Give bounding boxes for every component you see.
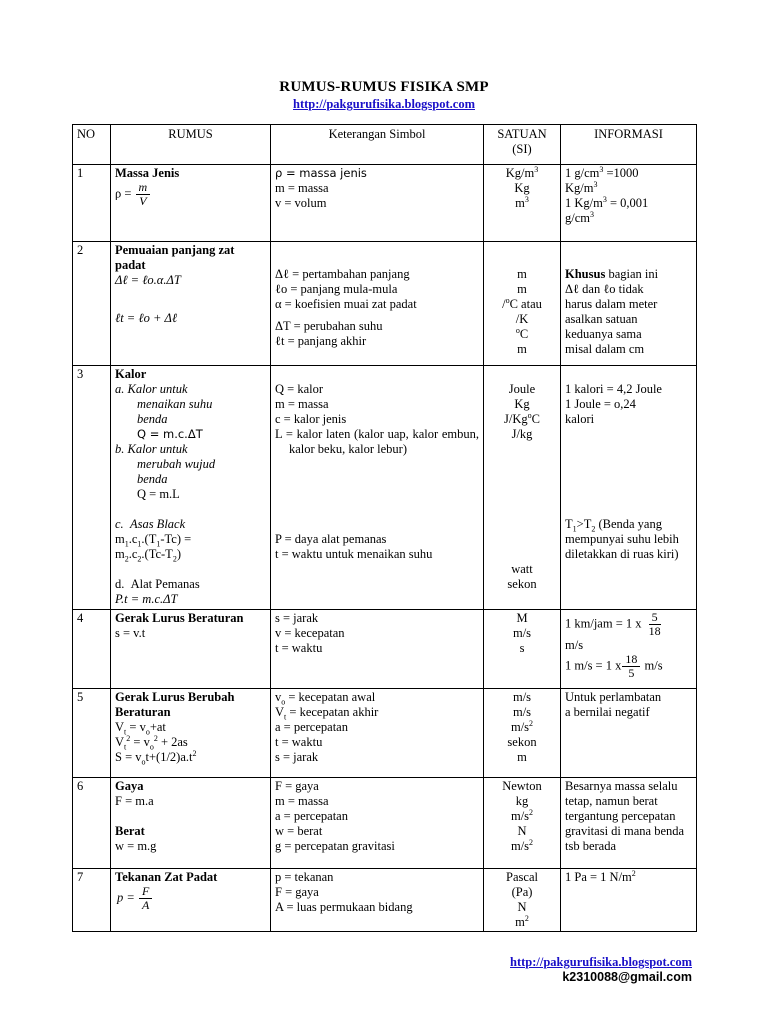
header-satuan: SATUAN (SI) [484,125,561,165]
table-header-row [73,125,697,165]
header-informasi: INFORMASI [561,125,697,165]
rumus-cell [111,165,271,242]
header-rumus: RUMUS [111,125,271,165]
informasi-cell: Khusus bagian ini Δℓ dan ℓo tidak harus dalam meter asalkan satuan keduanya sama misal dalam cm [561,242,697,366]
table-row [73,689,697,778]
keterangan-cell: F = gaya m = massa a = percepatan w = berat g = percepatan gravitasi [271,778,484,869]
rumus-cell [111,869,271,932]
keterangan-cell: p = tekanan F = gaya A = luas permukaan bidang [271,869,484,932]
rumus-title: Pemuaian panjang zat padat [115,243,235,272]
table-row [73,610,697,689]
keterangan-cell: Q = kalor m = massa c = kalor jenis L = kalor laten (kalor uap, kalor embun, kalor beku, kalor lebur) P = daya alat pemanas t = waktu untuk menaikan suhu [271,366,484,610]
fraction: $\frac{m}{V}$ [136,181,151,208]
informasi-cell: 1 $g/cm^3 =1000$ $Kg/m^3$ 1 $Kg/m^3 = 0,001$ $g/cm^3$ [561,165,697,242]
row-number: 2 [73,242,111,366]
rumus-title: Kalor [115,367,147,381]
rumus-title: Tekanan Zat Padat [115,870,218,884]
blog-link[interactable]: http://pakgurufisika.blogspot.com [293,97,475,111]
keterangan-cell: s = jarak v = kecepatan t = waktu [271,610,484,689]
rumus-cell [111,610,271,689]
formula: ℓt = ℓo + Δℓ [115,311,178,325]
formula-table [72,124,697,932]
rumus-title: Massa Jenis [115,166,180,180]
formula: ρ = $\frac{m}{V}$ [115,181,266,208]
keterangan-cell: Δℓ = pertambahan panjang ℓo = panjang mula-mula α = koefisien muai zat padat ΔT = perubahan suhu ℓt = panjang akhir [271,242,484,366]
rumus-title: Gaya [115,779,144,793]
header-no: NO [73,125,111,165]
keterangan-cell: ρ = massa jenis m = massa v = volum [271,165,484,242]
rumus-title: Berat [115,824,145,838]
row-number: 1 [73,165,111,242]
table-row [73,778,697,869]
rumus-cell: Gerak Lurus Berubah Beraturan $V_t = v_o+at$ $V_t^2 = v_o^2 + 2as$ $S = v_ot+(1/2)a.t^2$ [111,689,271,778]
satuan-cell: m m /$^o$C atau /K $^o$C m [484,242,561,366]
informasi-cell: Besarnya massa selalu tetap, namun berat tergantung percepatan gravitasi di mana benda tsb berada [561,778,697,869]
satuan-cell: Pascal (Pa) N $m^2$ [484,869,561,932]
informasi-cell: 1 kalori = 4,2 Joule 1 Joule = o,24 kalori $T_1>T_2$ (Benda yang mempunyai suhu lebih diletakkan di ruas kiri) [561,366,697,610]
informasi-cell: Untuk perlambatan a bernilai negatif [561,689,697,778]
footer-email: k2310088@gmail.com [562,970,692,984]
formula: p = $\frac{F}{A}$ [115,885,266,912]
row-number: 3 [73,366,111,610]
satuan-cell: M m/s s [484,610,561,689]
footer-blog-link[interactable]: http://pakgurufisika.blogspot.com [510,955,692,969]
rumus-title: Gerak Lurus Berubah Beraturan [115,690,235,719]
row-number: 6 [73,778,111,869]
row-number: 4 [73,610,111,689]
row-number: 7 [73,869,111,932]
rumus-cell: Kalor a. Kalor untuk menaikan suhu benda Q = m.c.ΔT b. Kalor untuk merubah wujud benda Q = m.L c. Asas Black $m_1.c_1.(T_1-Tc)$ = $m_2.c_2.(Tc-T_2)$ d. Alat Pemanas P.t = m.c.ΔT [111,366,271,610]
rumus-cell [111,242,271,366]
table-row [73,165,697,242]
header-keterangan: Keterangan Simbol [271,125,484,165]
rumus-title: Gerak Lurus Beraturan [115,611,244,625]
satuan-cell: $Kg/m^3$ Kg $m^3$ [484,165,561,242]
satuan-cell: m/s m/s $m/s^2$ sekon m [484,689,561,778]
informasi-cell: 1 km/jam = 1 x $\frac{5}{18}$ m/s 1 m/s = 1 x $\frac{18}{5}$ m/s [561,610,697,689]
rumus-cell: Gaya F = m.a Berat w = m.g [111,778,271,869]
formula: s = v.t [115,626,146,640]
satuan-cell: Newton kg $m/s^2$ N $m/s^2$ [484,778,561,869]
keterangan-cell: $v_o$ = kecepatan awal $V_t$ = kecepatan akhir a = percepatan t = waktu s = jarak [271,689,484,778]
informasi-cell: 1 Pa = 1 $N/m^2$ [561,869,697,932]
table-row [73,869,697,932]
page-title: RUMUS-RUMUS FISIKA SMP [279,79,489,95]
formula: Δℓ = ℓo.α.ΔT [115,273,181,287]
row-number: 5 [73,689,111,778]
table-row [73,242,697,366]
satuan-cell: Joule Kg J/Kg$^o$C J/kg watt sekon [484,366,561,610]
table-row [73,366,697,610]
